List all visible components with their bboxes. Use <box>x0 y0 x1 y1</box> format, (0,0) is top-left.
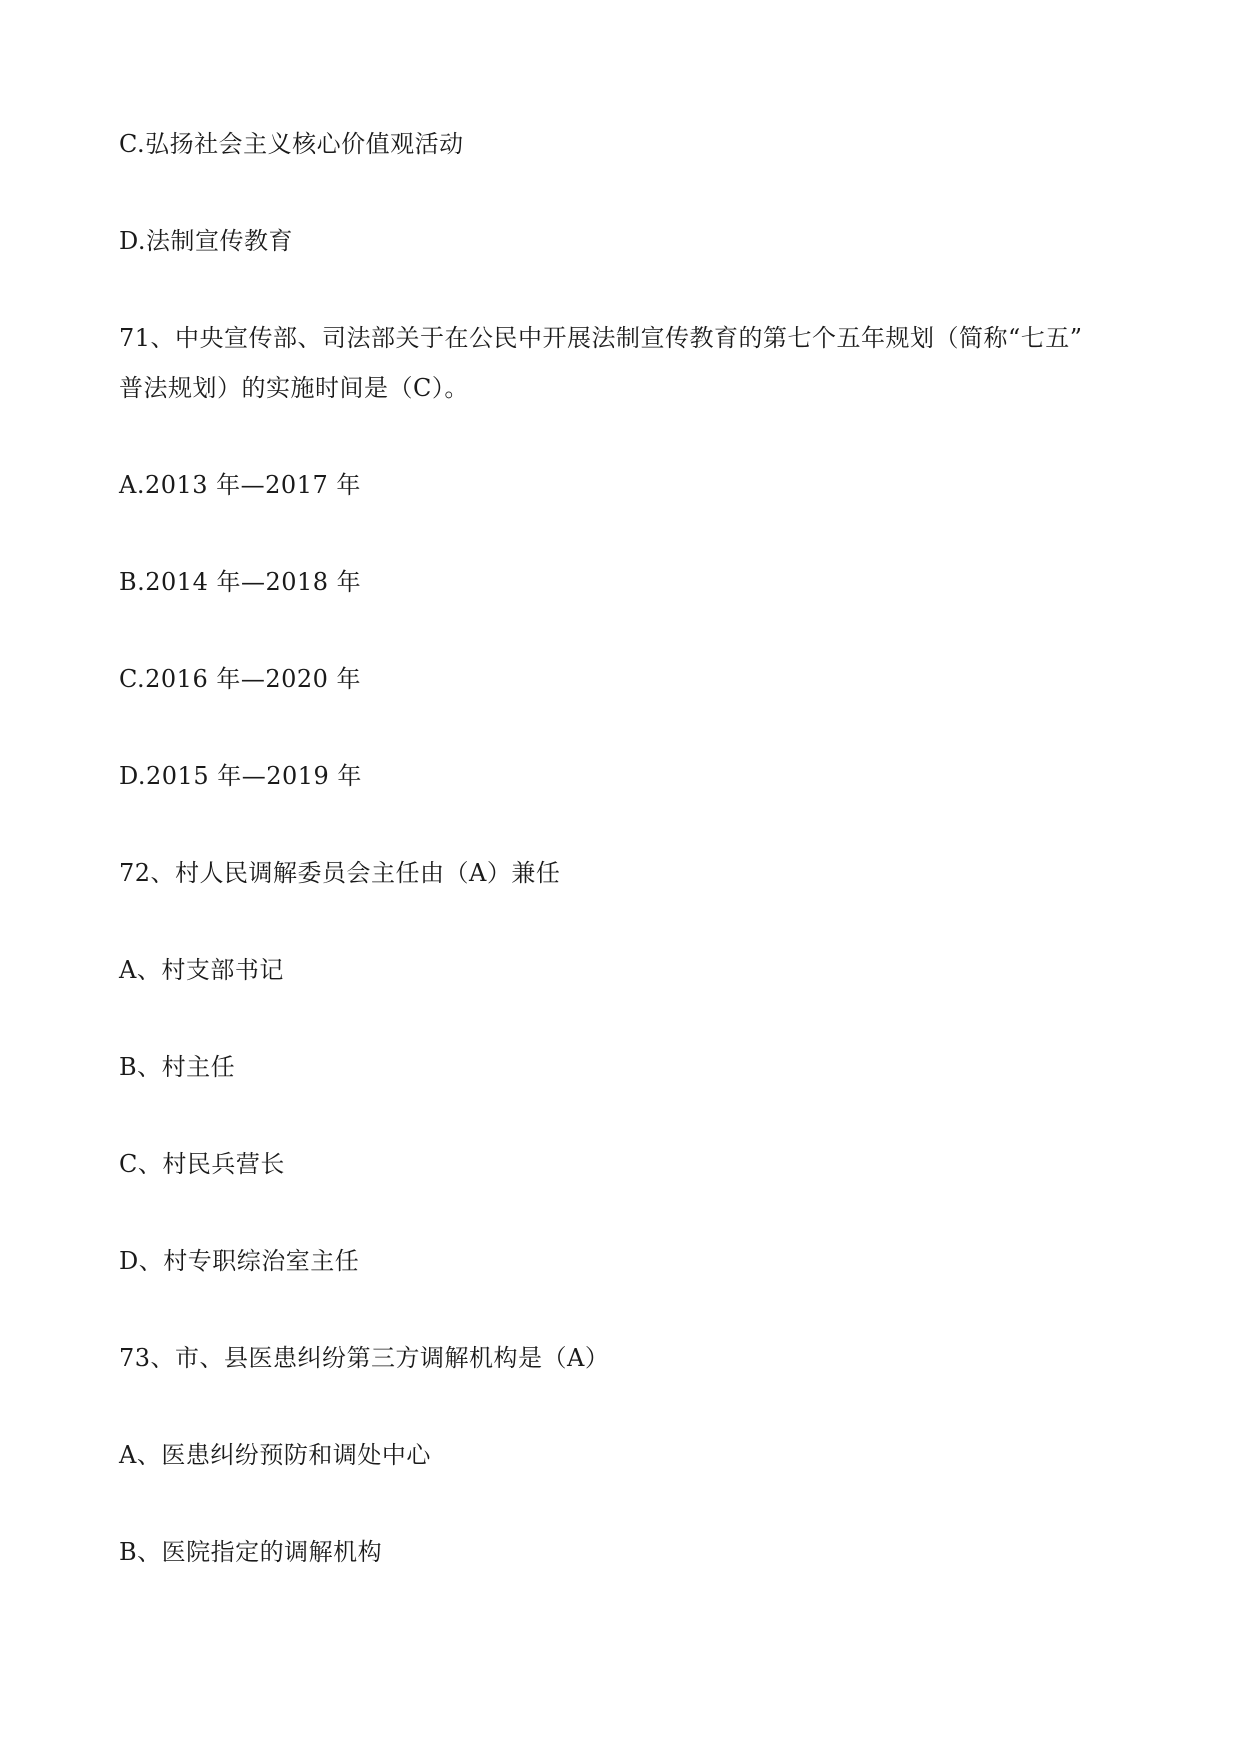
option-a-q73: A、医患纠纷预防和调处中心 <box>119 1441 431 1469</box>
option-d-q71: D.2015 年—2019 年 <box>119 762 362 790</box>
option-c-q70: C.弘扬社会主义核心价值观活动 <box>119 130 464 158</box>
question-73: 73、市、县医患纠纷第三方调解机构是（A） <box>119 1344 610 1372</box>
option-c-q72: C、村民兵营长 <box>119 1150 285 1178</box>
option-b-q73: B、医院指定的调解机构 <box>119 1538 383 1566</box>
option-d-q70: D.法制宣传教育 <box>119 227 294 255</box>
question-71-line-1: 71、中央宣传部、司法部关于在公民中开展法制宣传教育的第七个五年规划（简称“七五” <box>119 324 1083 352</box>
option-d-q72: D、村专职综治室主任 <box>119 1247 360 1275</box>
option-b-q71: B.2014 年—2018 年 <box>119 568 362 596</box>
option-b-q72: B、村主任 <box>119 1053 236 1081</box>
option-a-q71: A.2013 年—2017 年 <box>119 471 361 499</box>
question-71-line-2: 普法规划）的实施时间是（C）。 <box>119 374 469 402</box>
question-72: 72、村人民调解委员会主任由（A）兼任 <box>119 859 561 887</box>
option-c-q71: C.2016 年—2020 年 <box>119 665 362 693</box>
option-a-q72: A、村支部书记 <box>119 956 284 984</box>
